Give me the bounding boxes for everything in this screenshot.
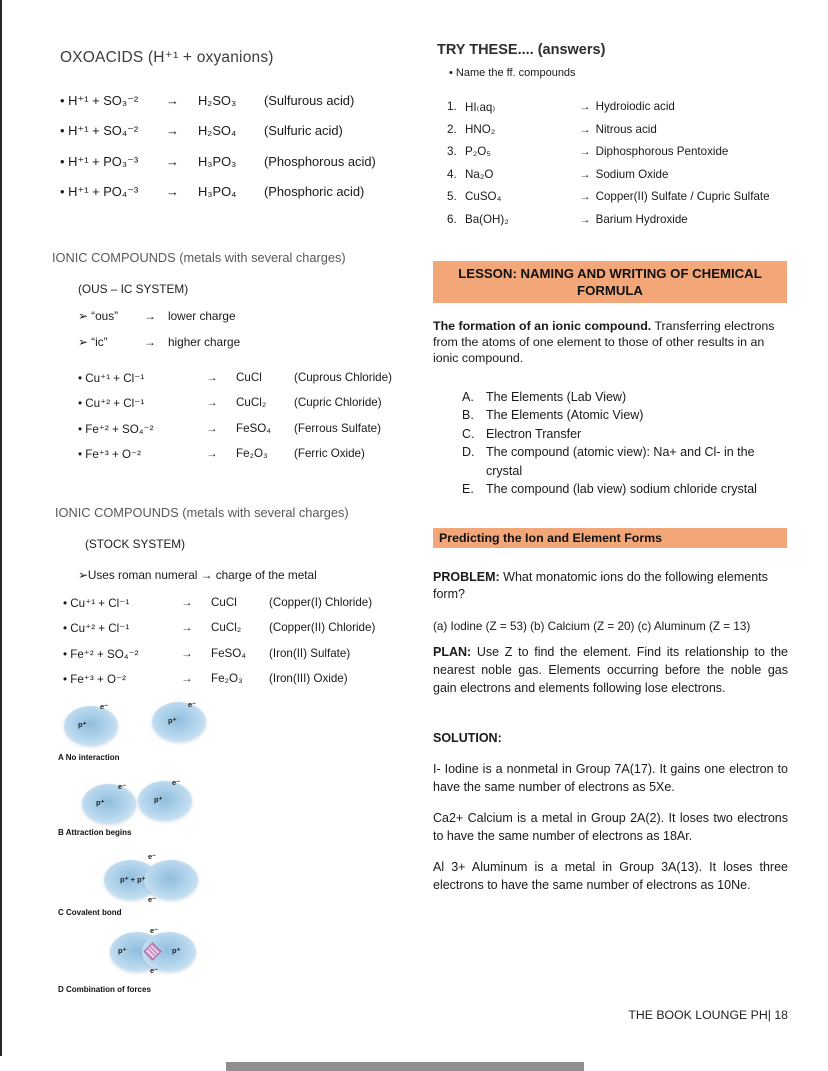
electron-label: e⁻ — [188, 700, 197, 709]
reaction-row — [63, 621, 435, 646]
step-letter: B. — [462, 408, 474, 423]
solution-paragraph: Al 3+ Aluminum is a metal in Group 3A(13). It loses three electrons to have the same number of electrons as 10Ne. — [433, 860, 788, 892]
list-item — [462, 443, 790, 480]
reaction-row — [78, 371, 432, 396]
list-item — [462, 406, 790, 424]
reactants: • Fe⁺² + SO₄⁻² — [63, 647, 139, 661]
proton-label: p⁺ — [154, 795, 163, 804]
compound-name: (Ferrous Sulfate) — [294, 421, 381, 435]
list-item — [462, 425, 790, 443]
reactants: • Fe⁺³ + O⁻² — [63, 673, 127, 687]
product: Fe₂O₃ — [236, 447, 268, 461]
list-item — [447, 168, 792, 191]
solution-paragraph: Ca2+ Calcium is a metal in Group 2A(2). It loses two electrons to have the same number of electrons as 18Ar. — [433, 811, 788, 843]
proton-label: p⁺ — [96, 798, 105, 807]
plan-paragraph — [433, 643, 788, 697]
proton-label: p⁺ — [118, 946, 127, 955]
reactants: • Fe⁺² + SO₄⁻² — [78, 422, 154, 436]
covalent-bond-diagram — [56, 700, 316, 1005]
reactants: • Cu⁺² + Cl⁻¹ — [63, 622, 130, 636]
arrow-glyph: → — [181, 672, 193, 686]
proton-label: p⁺ — [168, 716, 177, 725]
item-answer: → Hydroiodic acid — [579, 100, 675, 113]
atom-illustration — [64, 706, 118, 746]
compound-name: (Iron(III) Oxide) — [269, 672, 348, 686]
ionic-ous-section — [52, 250, 432, 473]
problem-paragraph — [433, 569, 769, 602]
diagram-caption: A No interaction — [58, 753, 120, 762]
arrow-glyph: → — [579, 122, 591, 136]
acid-name: (Sulfurous acid) — [264, 93, 355, 108]
arrow-glyph: → — [144, 309, 156, 323]
rule-row — [78, 335, 432, 361]
try-these-subtitle: • Name the ff. compounds — [449, 67, 576, 79]
bottom-edge-artifact — [226, 1062, 584, 1071]
reactants: • Fe⁺³ + O⁻² — [78, 448, 142, 462]
list-item — [447, 100, 792, 123]
reactants: • H⁺¹ + PO₄⁻³ — [60, 183, 139, 199]
item-formula: HNO₂ — [465, 122, 496, 136]
plan-label: PLAN: — [433, 645, 472, 659]
item-number: 2. — [447, 122, 457, 136]
elements-line: (a) Iodine (Z = 53) (b) Calcium (Z = 20) (c) Aluminum (Z = 13) — [433, 620, 751, 633]
try-these-section — [437, 42, 792, 236]
arrow-glyph: → — [166, 183, 179, 199]
formation-paragraph — [433, 319, 791, 366]
reactants: • H⁺¹ + PO₃⁻³ — [60, 153, 139, 169]
arrow-glyph: → — [181, 596, 193, 609]
lettered-steps-list — [462, 388, 790, 498]
step-text: The Elements (Lab View) — [486, 390, 627, 404]
reaction-row — [63, 672, 435, 697]
acid-name: (Sulfuric acid) — [264, 123, 343, 139]
try-these-title: TRY THESE.... (answers) — [437, 42, 606, 58]
list-item — [447, 123, 792, 146]
step-letter: D. — [462, 445, 475, 460]
list-item — [462, 480, 790, 498]
reactants: • H⁺¹ + SO₃⁻² — [60, 93, 139, 108]
item-formula: CuSO₄ — [465, 190, 502, 204]
reaction-row — [60, 154, 428, 184]
item-answer: → Diphosphorous Pentoxide — [579, 145, 729, 159]
ionic-ous-title: IONIC COMPOUNDS (metals with several charges) — [52, 250, 346, 265]
oxoacids-title: OXOACIDS (H⁺¹ + oxyanions) — [60, 49, 274, 66]
arrow-glyph: → — [206, 421, 218, 435]
electron-label: e⁻ — [148, 895, 157, 904]
predicting-header-banner: Predicting the Ion and Element Forms — [433, 528, 787, 548]
reactants: • Cu⁺² + Cl⁻¹ — [78, 397, 145, 411]
electron-label: e⁻ — [118, 782, 127, 791]
ionic-ous-table — [78, 371, 432, 473]
step-letter: E. — [462, 482, 474, 497]
product: H₂SO₃ — [198, 93, 237, 108]
proton-label: p⁺ — [78, 720, 87, 729]
reaction-row — [78, 396, 432, 421]
product: CuCl — [236, 371, 262, 384]
atom-illustration — [138, 781, 192, 821]
step-text: The Elements (Atomic View) — [486, 408, 644, 423]
product: FeSO₄ — [211, 646, 247, 660]
reaction-row — [63, 647, 435, 672]
product: H₃PO₃ — [198, 153, 237, 169]
left-edge-artifact — [0, 0, 2, 1056]
ionic-stock-table — [63, 596, 435, 698]
item-formula: P₂O₅ — [465, 145, 491, 159]
ionic-stock-subtitle: (STOCK SYSTEM) — [85, 537, 186, 551]
product: H₃PO₄ — [198, 183, 237, 199]
oxoacids-table — [60, 93, 428, 214]
item-formula: Ba(OH)₂ — [465, 212, 509, 226]
acid-name: (Phosphorous acid) — [264, 153, 376, 169]
reactants: • Cu⁺¹ + Cl⁻¹ — [78, 372, 145, 385]
proton-pair-label: p⁺ + p⁺ — [120, 875, 146, 884]
product: H₂SO₄ — [198, 123, 237, 139]
formation-lead: The formation of an ionic compound. — [433, 319, 652, 333]
arrow-glyph: → — [144, 335, 156, 349]
step-text: The compound (lab view) sodium chloride crystal — [486, 482, 757, 497]
ionic-stock-title: IONIC COMPOUNDS (metals with several charges) — [55, 505, 349, 520]
list-item — [447, 190, 792, 213]
item-answer: → Barium Hydroxide — [579, 212, 688, 226]
reaction-row — [60, 123, 428, 153]
product: CuCl₂ — [236, 396, 267, 410]
item-formula: Na₂O — [465, 167, 494, 181]
reaction-row — [63, 596, 435, 621]
step-text: The compound (atomic view): Na+ and Cl- in the crystal — [486, 445, 755, 478]
reaction-row — [78, 422, 432, 447]
list-item — [447, 213, 792, 236]
item-answer: → Nitrous acid — [579, 122, 657, 136]
ous-ic-rules — [78, 309, 432, 361]
diagram-caption: C Covalent bond — [58, 908, 122, 917]
atom-illustration — [82, 784, 136, 824]
compound-name: (Cupric Chloride) — [294, 396, 382, 410]
step-letter: A. — [462, 390, 474, 404]
rule-term: ➢ “ic” — [78, 335, 108, 349]
electron-label: e⁻ — [148, 852, 157, 861]
lesson-header-banner: LESSON: NAMING AND WRITING OF CHEMICAL FORMULA — [433, 261, 787, 303]
product: FeSO₄ — [236, 421, 272, 435]
product: CuCl₂ — [211, 621, 242, 635]
arrow-glyph: → — [579, 100, 591, 113]
arrow-glyph: → — [181, 621, 193, 635]
item-number: 6. — [447, 212, 457, 226]
arrow-glyph: → — [579, 190, 591, 204]
solution-paragraph: I- Iodine is a nonmetal in Group 7A(17). It gains one electron to have the same number of electrons as 5Xe. — [433, 762, 788, 794]
item-answer: → Copper(II) Sulfate / Cupric Sulfate — [579, 190, 770, 204]
rule-term: ➢ “ous” — [78, 309, 119, 323]
reaction-row — [78, 447, 432, 472]
acid-name: (Phosphoric acid) — [264, 183, 365, 199]
electron-label: e⁻ — [100, 702, 109, 711]
diagram-caption: D Combination of forces — [58, 985, 151, 994]
item-number: 4. — [447, 167, 457, 181]
item-number: 1. — [447, 100, 457, 113]
proton-label: p⁺ — [172, 946, 181, 955]
arrow-glyph: → — [181, 646, 193, 660]
product: CuCl — [211, 596, 237, 609]
ionic-stock-section — [55, 505, 435, 698]
arrow-glyph: → — [206, 447, 218, 461]
arrow-glyph: → — [579, 167, 591, 181]
arrow-glyph: → — [206, 371, 218, 384]
list-item — [462, 388, 790, 406]
reactants: • Cu⁺¹ + Cl⁻¹ — [63, 597, 130, 610]
item-number: 3. — [447, 145, 457, 159]
ionic-ous-subtitle: (OUS – IC SYSTEM) — [78, 282, 189, 296]
step-letter: C. — [462, 426, 475, 441]
arrow-glyph: → — [166, 153, 179, 169]
page-footer: THE BOOK LOUNGE PH| 18 — [628, 1008, 788, 1022]
arrow-glyph: → — [579, 212, 591, 226]
step-text: Electron Transfer — [486, 426, 582, 441]
compound-name: (Iron(II) Sulfate) — [269, 646, 351, 660]
problem-label: PROBLEM: — [433, 570, 500, 584]
arrow-glyph: → — [166, 93, 179, 108]
diagram-caption: B Attraction begins — [58, 828, 132, 837]
compound-name: (Copper(I) Chloride) — [269, 596, 373, 609]
electron-label: e⁻ — [150, 926, 159, 935]
try-these-list — [447, 100, 792, 236]
arrow-glyph: → — [166, 123, 179, 139]
problem-text: What monatomic ions do the following elements form? — [433, 570, 768, 601]
oxoacids-section — [60, 48, 428, 214]
reactants: • H⁺¹ + SO₄⁻² — [60, 123, 139, 139]
list-item — [447, 145, 792, 168]
arrow-glyph: → — [579, 145, 591, 159]
stock-system-note: ➢Uses roman numeral → charge of the metal — [78, 568, 317, 582]
rule-meaning: higher charge — [168, 335, 241, 349]
solution-block — [433, 729, 788, 894]
electron-label: e⁻ — [172, 778, 181, 787]
compound-name: (Copper(II) Chloride) — [269, 621, 376, 635]
item-number: 5. — [447, 190, 457, 204]
product: Fe₂O₃ — [211, 672, 243, 686]
atom-illustration — [144, 860, 198, 900]
formation-body: Transferring electrons from the atoms of one element to those of other results in an ionic compound. — [433, 319, 775, 365]
rule-row — [78, 309, 432, 335]
arrow-glyph: → — [206, 396, 218, 410]
compound-name: (Cuprous Chloride) — [294, 371, 392, 384]
electron-label: e⁻ — [150, 966, 159, 975]
rule-meaning: lower charge — [168, 309, 236, 323]
reaction-row — [60, 93, 428, 123]
solution-label: SOLUTION: — [433, 731, 502, 745]
atom-illustration — [152, 702, 206, 742]
plan-text: Use Z to find the element. Find its relationship to the nearest noble gas. Elements occurring before the noble gas gain electrons and elements following lose electrons. — [433, 645, 788, 695]
compound-name: (Ferric Oxide) — [294, 447, 365, 461]
item-answer: → Sodium Oxide — [579, 167, 669, 181]
reaction-row — [60, 184, 428, 214]
item-formula: HI₍aq₎ — [465, 101, 496, 114]
